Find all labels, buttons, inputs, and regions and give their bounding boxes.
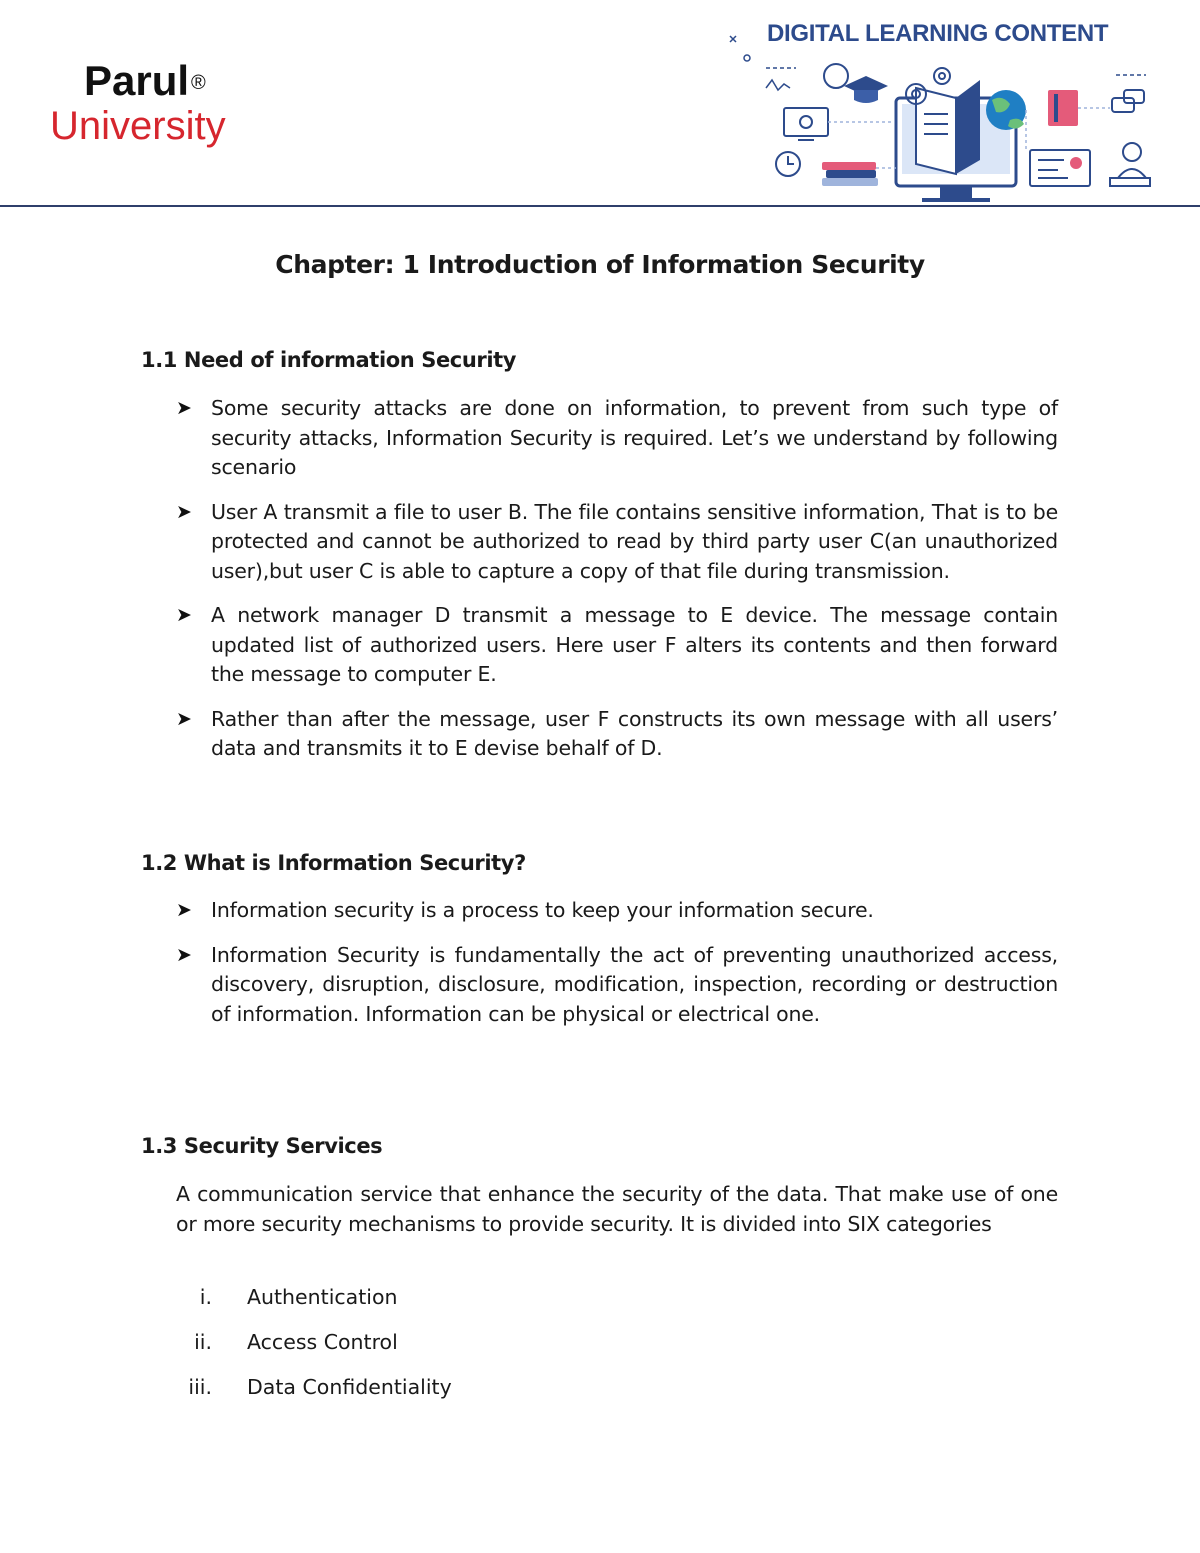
- section-heading-1-2: 1.2 What is Information Security?: [141, 851, 526, 875]
- list-item: ➤ Information security is a process to keep your information secure.: [176, 896, 1058, 926]
- arrow-bullet-icon: ➤: [176, 943, 192, 966]
- list-item: ➤ Rather than after the message, user F constructs its own message with all users’ data and transmits it to E devise behalf of D.: [176, 706, 1058, 760]
- logo-parul: Parul ®: [84, 57, 206, 104]
- arrow-bullet-icon: ➤: [176, 397, 192, 419]
- arrow-bullet-icon: ➤: [176, 899, 192, 921]
- chat-bubbles-icon: [1112, 90, 1144, 112]
- logo-university: University: [50, 104, 226, 148]
- list-item: ➤ Information Security is fundamentally the act of preventing unauthorized access, discovery, disruption, disclosure, modification, inspection, recording or destruction of information. Information can be physical or electrical one.: [176, 942, 1058, 1026]
- list-text: Data Confidentiality: [247, 1375, 452, 1399]
- certificate-icon: [1030, 150, 1090, 186]
- header-divider: [0, 205, 1200, 207]
- arrow-bullet-icon: ➤: [176, 604, 192, 626]
- monitor-icon: [784, 108, 828, 140]
- list-number: ii.: [194, 1330, 212, 1354]
- user-headset-icon: [1110, 143, 1150, 186]
- clock-icon: [776, 152, 800, 176]
- section-1-2-bullets: [176, 896, 1058, 1044]
- section-heading-1-1: 1.1 Need of information Security: [141, 348, 517, 372]
- arrow-bullet-icon: ➤: [176, 707, 192, 730]
- list-item: ➤ A network manager D transmit a message to E device. The message contain updated list of authorized users. Here user F alters its contents and then forward the message to computer E.: [176, 603, 1058, 686]
- books-icon: [822, 162, 878, 186]
- section-heading-1-3: 1.3 Security Services: [141, 1134, 383, 1158]
- list-number: i.: [199, 1285, 212, 1309]
- notebook-icon: [1048, 90, 1078, 126]
- list-text: Access Control: [247, 1330, 398, 1354]
- banner-title: DIGITAL LEARNING CONTENT: [767, 20, 1109, 47]
- list-number: iii.: [188, 1375, 212, 1399]
- digital-learning-illustration: [726, 28, 1156, 206]
- list-item: ➤ User A transmit a file to user B. The file contains sensitive information, That is to be protected and cannot be authorized to read by third party user C(an unauthorized user),but user C is able to capture a copy of that file during transmission.: [176, 499, 1058, 583]
- chapter-title: Chapter: 1 Introduction of Information Security: [275, 250, 925, 279]
- section-1-3-paragraph: A communication service that enhance the security of the data. That make use of one or more security mechanisms to provide security. It is divided into SIX categories: [176, 1182, 1058, 1236]
- arrow-bullet-icon: ➤: [176, 500, 192, 523]
- list-text: Authentication: [247, 1285, 398, 1309]
- section-1-1-bullets: [176, 394, 1058, 779]
- page-header: [0, 0, 1200, 206]
- university-logo: [50, 58, 226, 148]
- graduation-cap-icon: [824, 64, 888, 103]
- list-item: ➤ Some security attacks are done on information, to prevent from such type of security attacks, Information Security is required. Let’s we understand by following scenario: [176, 396, 1058, 479]
- globe-icon: [986, 90, 1026, 130]
